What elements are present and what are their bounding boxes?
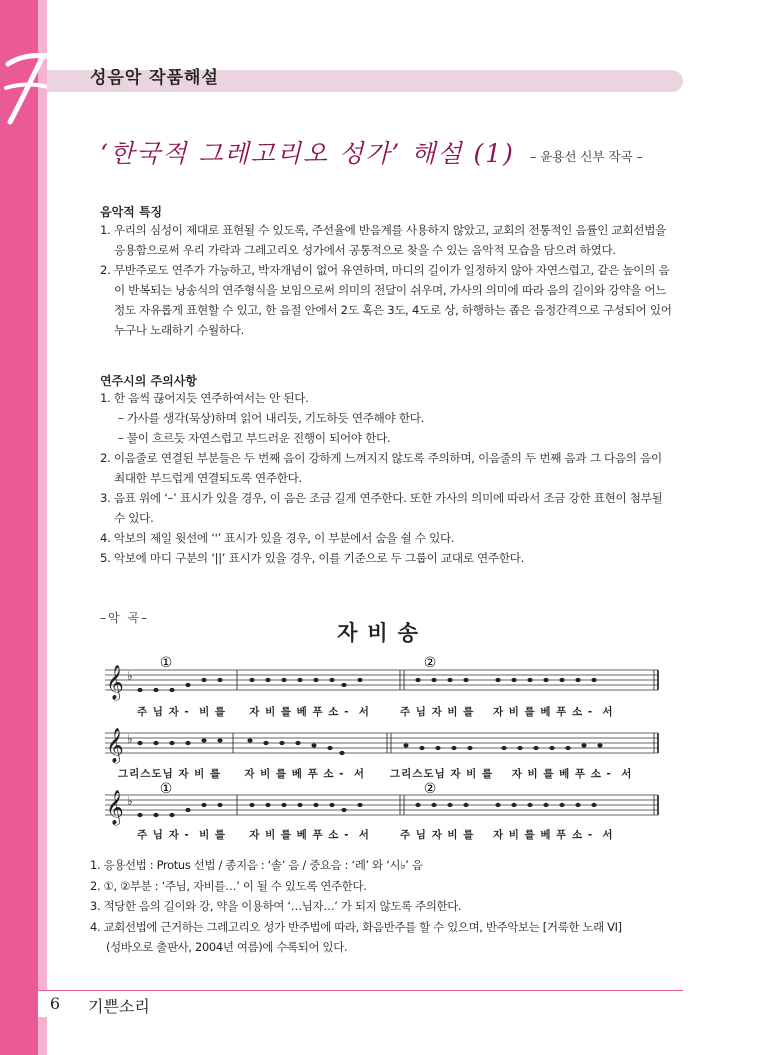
text-line: 이 반복되는 낭송식의 연주형식을 보임으로써 의미의 전달이 쉬우며, 가사의 의미에 따라 음의 길이와 강약을 어느 [114,283,667,297]
clef-icon: 𝄞 [106,728,124,763]
text-line: – 가사를 생각(묵상)하며 읽어 내리듯, 기도하듯 연주해야 한다. [118,411,425,425]
note-head [447,678,452,682]
note-head [511,678,516,682]
note-head [495,803,500,807]
note-head [467,746,472,750]
text-line: 누구나 노래하기 수월하다. [114,323,245,337]
score-title: 자비송 [337,621,428,645]
note-head [265,678,270,682]
note-head [597,743,602,747]
note-head [169,813,174,817]
note-head [185,741,190,745]
text-line: 응용함으로써 우리 가락과 그레고리오 성가에서 공통적으로 찾을 수 있는 음악적 모습을 담으려 하였다. [114,243,616,257]
note-head [533,746,538,750]
note-head [575,803,580,807]
note-head [327,746,332,750]
note-head [295,741,300,745]
note-head [543,678,548,682]
note-head [313,803,318,807]
note-head [543,803,548,807]
note-head [415,678,420,682]
note-head [495,678,500,682]
lyrics-line: 그리스도님 자 비 를 자 비 를 베 푸 소 - 서 [118,768,365,780]
section-title: 성음악 작품해설 [90,68,219,88]
note-head [281,678,286,682]
note-line: 3. 적당한 음의 길이와 강, 약을 이용하여 ‘…님자…’ 가 되지 않도록 주의한다. [90,899,462,913]
text-line: 3. 음표 위에 ‘–’ 표시가 있을 경우, 이 음은 조금 길게 연주한다. 또한 가사의 의미에 따라서 조금 강한 표현이 첨부될 [100,491,663,505]
note-head [527,678,532,682]
note-line: (성바오로 출판사, 2004년 여름)에 수록되어 있다. [106,940,348,954]
note-head [201,803,206,807]
note-head [431,678,436,682]
article-subtitle: – 윤용선 신부 작곡 – [530,149,643,164]
note-head [451,746,456,750]
note-head [431,803,436,807]
page-number: 6 [49,994,61,1013]
features-heading: 음악적 특징 [100,205,163,219]
note-head [501,746,506,750]
note-head [217,678,222,682]
note-head [169,688,174,692]
text-line: 수 있다. [114,511,154,525]
note-head [329,678,334,682]
lyrics-line: 그리스도님 자 비 를 자 비 를 베 푸 소 - 서 [390,768,633,780]
text-line: 2. 이음줄로 연결된 부분들은 두 번째 음이 강하게 느껴지지 않도록 주의하며, 이음줄의 두 번째 음과 그 다음의 음이 [100,451,662,465]
note-head [279,741,284,745]
flat-icon: ♭ [127,794,133,808]
note-head [463,803,468,807]
note-head [419,746,424,750]
note-line: 4. 교회선법에 근거하는 그레고리오 성가 반주법에 따라, 화음반주를 할 수 있으며, 반주악보는 [거룩한 노래 VI] [90,919,622,934]
note-head [217,738,222,742]
section-marker-1: ① [159,655,173,671]
note-head [517,746,522,750]
note-head [137,813,142,817]
note-head [185,808,190,812]
note-head [137,688,142,692]
magazine-name: 기쁜소리 [88,997,150,1016]
note-head [265,803,270,807]
note-head [581,743,586,747]
note-head [297,803,302,807]
note-head [281,803,286,807]
note-head [511,803,516,807]
note-head [463,678,468,682]
score-label: –악 곡– [100,611,149,625]
lyrics-line: 주 님 자 비 를 자 비 를 베 푸 소 - 서 [400,829,614,841]
note-head [247,738,252,742]
text-line: 1. 한 음씩 끊어지듯 연주하여서는 안 된다. [100,391,309,405]
note-head [527,803,532,807]
section-marker-2: ② [423,655,437,671]
note-head [249,803,254,807]
note-head [435,746,440,750]
text-line: 1. 우리의 심성이 제대로 표현될 수 있도록, 주선율에 반음계를 사용하지 않았고, 교회의 전통적인 음률인 교회선법을 [100,223,667,237]
article-title: ‘한국적 그레고리오 성가’ 해설 (1) [100,139,515,168]
lyrics-line: 주 님 자 비 를 자 비 를 베 푸 소 - 서 [400,706,614,718]
note-head [591,803,596,807]
flat-icon: ♭ [127,669,133,683]
note-head [153,741,158,745]
performance-notes [90,855,690,958]
note-head [201,738,206,742]
note-head [169,741,174,745]
text-line: – 물이 흐르듯 자연스럽고 부드러운 진행이 되어야 한다. [118,431,391,445]
note-head [249,678,254,682]
note-head [339,751,344,755]
note-head [415,803,420,807]
flat-icon: ♭ [127,732,133,746]
footer-rule [38,990,683,991]
text-line: 최대한 부드럽게 연결되도록 연주한다. [114,471,302,485]
note-head [559,803,564,807]
lyrics-line: 주 님 자 - 비 를 자 비 를 베 푸 소 - 서 [137,706,370,718]
note-head [357,678,362,682]
note-head [559,678,564,682]
note-head [357,803,362,807]
note-head [217,803,222,807]
text-line: 5. 악보에 마디 구분의 ‘||’ 표시가 있을 경우, 이를 기준으로 두 그룹이 교대로 연주한다. [100,551,525,565]
note-head [201,678,206,682]
clef-icon: 𝄞 [106,665,124,700]
text-line: 4. 악보의 제일 윗선에 ‘ꞌ’ 표시가 있을 경우, 이 부분에서 숨을 쉴 수 있다. [100,531,455,545]
note-head [575,678,580,682]
note-head [153,813,158,817]
note-head [313,678,318,682]
cautions-heading: 연주시의 주의사항 [100,374,197,388]
note-head [341,808,346,812]
note-head [297,678,302,682]
text-line: 정도 자유롭게 표현할 수 있고, 한 음절 안에서 2도 혹은 3도, 4도로 상, 하행하는 좁은 음정간격으로 구성되어 있어 [114,303,672,317]
section-marker-2: ② [423,781,437,797]
note-head [447,803,452,807]
note-head [329,803,334,807]
note-line: 1. 응용선법 : Protus 선법 / 종지음 : ‘솔’ 음 / 중요음 : ‘레’ 와 ‘시♭’ 음 [90,858,423,872]
note-head [549,746,554,750]
note-head [591,678,596,682]
note-head [565,746,570,750]
note-head [153,688,158,692]
note-head [341,683,346,687]
section-marker-1: ① [159,781,173,797]
lyrics-line: 주 님 자 - 비 를 자 비 를 베 푸 소 - 서 [137,829,370,841]
note-head [311,743,316,747]
note-line: 2. ①, ②부분 : ‘주님, 자비를…’ 이 될 수 있도록 연주한다. [90,878,367,893]
text-line: 2. 무반주로도 연주가 가능하고, 박자개념이 없어 유연하며, 마디의 길이가 일정하지 않아 자연스럽고, 같은 높이의 음 [100,263,670,277]
clef-icon: 𝄞 [106,790,124,825]
note-head [403,743,408,747]
note-head [137,741,142,745]
note-head [263,741,268,745]
note-head [185,683,190,687]
